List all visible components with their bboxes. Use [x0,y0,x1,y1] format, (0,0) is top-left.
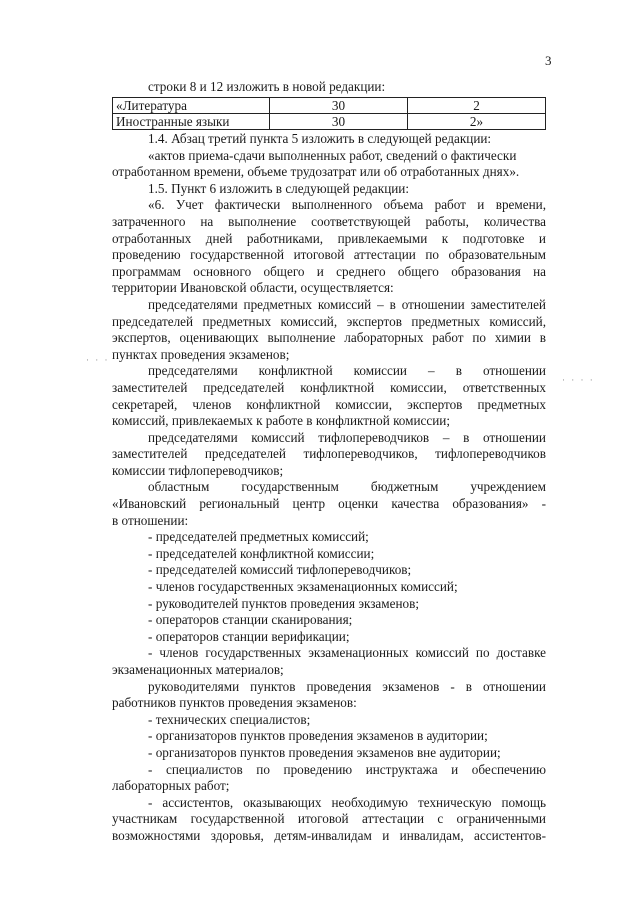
text-line: в отношении: [112,512,189,528]
table-cell: «Литература [113,98,270,114]
text-line: 1.5. Пункт 6 изложить в следующей редакции: [148,180,410,196]
subjects-table [112,97,546,130]
text-line: - председателей конфликтной комиссии; [148,545,375,561]
text-line: - председателей предметных комиссий; [148,529,369,545]
text-line: участникам государственной итоговой аттестации с ограниченными [112,811,546,827]
text-line: программам основного общего и среднего общего образования на [112,263,546,279]
text-line: - руководителей пунктов проведения экзаменов; [148,595,420,611]
text-line: работников пунктов проведения экзаменов: [112,695,357,711]
text-line: строки 8 и 12 изложить в новой редакции: [148,79,386,94]
text-line: - ассистентов, оказывающих необходимую техническую помощь [148,794,546,810]
scan-mark-left: · · · [86,355,110,365]
text-line: затраченного на выполнение соответствующей работы, количества [112,213,546,229]
text-line: «актов приема-сдачи выполненных работ, сведений о фактически [148,147,517,163]
text-line: председателями конфликтной комиссии – в отношении [148,363,546,379]
text-line: председателей предметных комиссий, экспертов предметных комиссий, [112,313,546,329]
text-line: отработанном времени, объеме трудозатрат или об отработанных днях». [112,164,520,180]
text-line: экзаменационных материалов; [112,662,284,677]
text-line: территории Ивановской области, осуществляется: [112,280,394,296]
text-line: пунктах проведения экзаменов; [112,346,290,362]
text-line: - членов государственных экзаменационных комиссий по доставке [148,645,546,661]
text-line: - членов государственных экзаменационных комиссий; [148,579,458,595]
text-line: комиссий, привлекаемых к работе в конфликтной комиссии; [112,413,451,429]
text-line: - председателей комиссий тифлопереводчиков; [148,562,412,578]
body-text [112,131,546,845]
text-line: комиссии тифлопереводчиков; [112,462,284,478]
text-line: 1.4. Абзац третий пункта 5 изложить в следующей редакции: [148,131,492,146]
text-line: заместителей председателей тифлопереводчиков, тифлопереводчиков [112,446,546,462]
table-cell: 30 [270,98,408,114]
table-cell: 2» [408,114,546,130]
text-line: проведению государственной итоговой аттестации по образовательным [112,247,546,263]
intro-text [112,79,546,96]
text-line: «6. Учет фактически выполненного объема работ и времени, [148,197,546,213]
text-line: - организаторов пунктов проведения экзаменов вне аудитории; [148,744,501,760]
text-line: - организаторов пунктов проведения экзаменов в аудитории; [148,728,488,744]
text-line: - операторов станции верификации; [148,628,350,644]
text-line: областным государственным бюджетным учреждением [148,479,546,495]
scan-mark-right: · · · · [562,375,595,385]
table-row [113,98,546,114]
table-cell: Иностранные языки [113,114,270,130]
text-line: «Ивановский региональный центр оценки качества образования» - [112,496,546,512]
text-line: - технических специалистов; [148,711,311,727]
text-line: лабораторных работ; [112,778,230,794]
page-number: 3 [545,53,552,68]
table-cell: 30 [270,114,408,130]
text-line: экспертов, оценивающих выполнение лабораторных работ по химии в [112,330,546,346]
text-line: отработанных дней работниками, привлекаемыми к подготовке и [112,230,546,246]
table-cell: 2 [408,98,546,114]
text-line: руководителями пунктов проведения экзаменов - в отношении [148,678,546,694]
text-line: заместителей председателей конфликтной комиссии, ответственных [112,379,546,395]
text-line: - операторов станции сканирования; [148,612,353,628]
text-line: возможностями здоровья, детям-инвалидам и инвалидам, ассистентов- [112,827,546,843]
text-line: секретарей, членов конфликтной комиссии, экспертов предметных [112,396,546,412]
text-line: председателями предметных комиссий – в отношении заместителей [148,296,546,312]
text-line: председателями комиссий тифлопереводчиков – в отношении [148,429,546,445]
text-line: - специалистов по проведению инструктажа и обеспечению [148,761,546,777]
table-row [113,114,546,130]
